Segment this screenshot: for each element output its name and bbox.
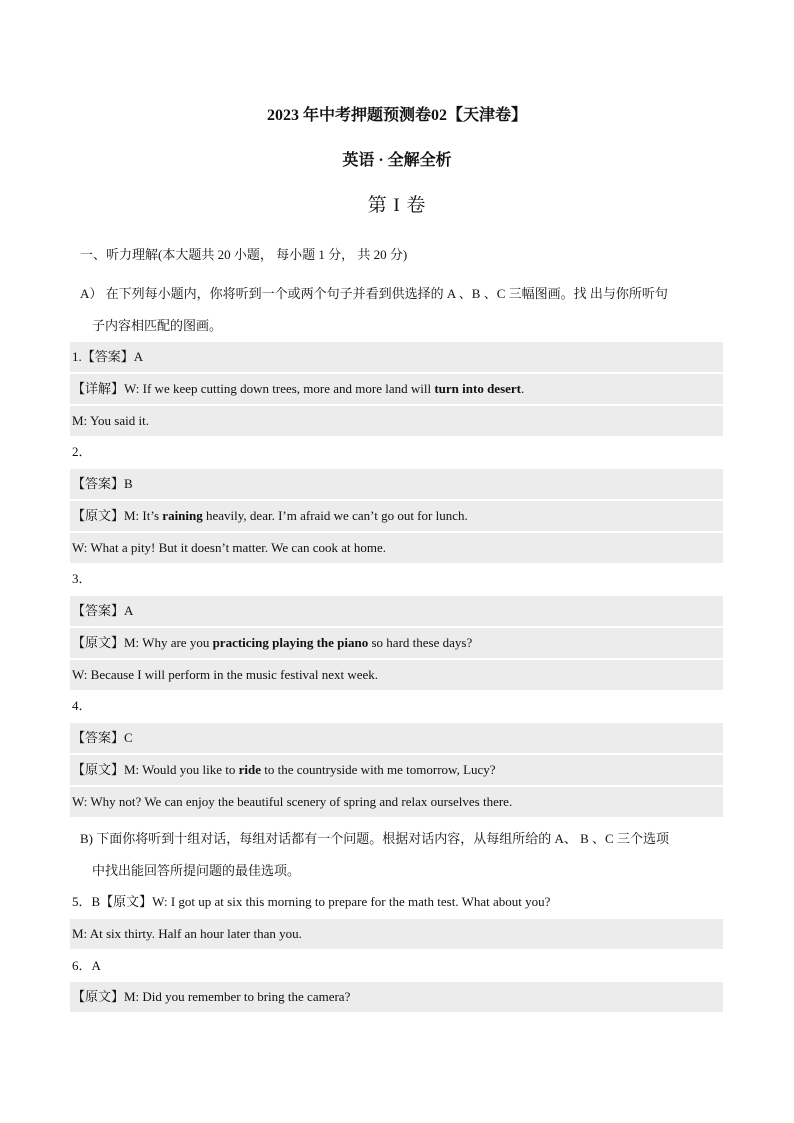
q5-response: M: At six thirty. Half an hour later than you. xyxy=(70,919,723,949)
part-b-instruction-line1: B) 下面你将听到十组对话，每组对话都有一个问题。根据对话内容，从每组所给的 A、 B 、C 三个选项 xyxy=(80,831,669,846)
part-a-instruction-line1: A） 在下列每小题内，你将听到一个或两个句子并看到供选择的 A 、B 、C 三幅图画。找 出与你所听句 xyxy=(80,286,668,301)
q3-number: 3． xyxy=(72,571,92,586)
q2-transcript-keyword: raining xyxy=(162,508,203,523)
q3-transcript-end: so hard these days? xyxy=(368,635,473,650)
q3-response: W: Because I will perform in the music festival next week. xyxy=(70,660,723,690)
q2-number: 2． xyxy=(72,444,92,459)
q4-transcript-end: to the countryside with me tomorrow, Lucy? xyxy=(261,762,496,777)
q4-transcript-keyword: ride xyxy=(238,762,262,777)
q4-response: W: Why not? We can enjoy the beautiful scenery of spring and relax ourselves there. xyxy=(70,787,723,817)
q4-answer: 【答案】C xyxy=(70,723,723,753)
q6-number: 6．A xyxy=(72,958,101,973)
q1-detail-keyword: turn into desert xyxy=(434,381,522,396)
q6-transcript: 【原文】M: Did you remember to bring the camera? xyxy=(70,982,723,1012)
q3-transcript-keyword: practicing playing the piano xyxy=(212,635,369,650)
q1-response: M: You said it. xyxy=(70,406,723,436)
document-subtitle: 英语 · 全解全析 xyxy=(342,152,452,169)
q2-answer: 【答案】B xyxy=(70,469,723,499)
part-b-instruction-line2: 中找出能回答所提问题的最佳选项。 xyxy=(92,863,301,878)
q3-transcript xyxy=(70,628,723,658)
q2-transcript-text: 【原文】M: It’s xyxy=(72,508,163,523)
q1-detail-end: . xyxy=(521,381,525,396)
document-title: 2023 年中考押题预测卷02【天津卷】 xyxy=(266,107,527,124)
section-heading: 一、听力理解(本大题共 20 小题， 每小题 1 分， 共 20 分) xyxy=(80,247,408,262)
volume-label: 第 I 卷 xyxy=(367,195,427,216)
q4-number: 4． xyxy=(72,698,92,713)
q2-transcript-end: heavily, dear. I’m afraid we can’t go out for lunch. xyxy=(202,508,468,523)
q3-transcript-text: 【原文】M: Why are you xyxy=(72,635,213,650)
q5-transcript: 5．B【原文】W: I got up at six this morning to prepare for the math test. What about you? xyxy=(72,894,551,909)
q1-detail xyxy=(70,374,723,404)
q3-answer: 【答案】A xyxy=(70,596,723,626)
q2-response: W: What a pity! But it doesn’t matter. We can cook at home. xyxy=(70,533,723,563)
q4-transcript xyxy=(70,755,723,785)
q1-detail-text: 【详解】W: If we keep cutting down trees, more and more land will xyxy=(72,381,435,396)
q4-transcript-text: 【原文】M: Would you like to xyxy=(72,762,239,777)
q1-answer: 1.【答案】A xyxy=(70,342,723,372)
q2-transcript xyxy=(70,501,723,531)
part-a-instruction-line2: 子内容相匹配的图画。 xyxy=(92,318,223,333)
